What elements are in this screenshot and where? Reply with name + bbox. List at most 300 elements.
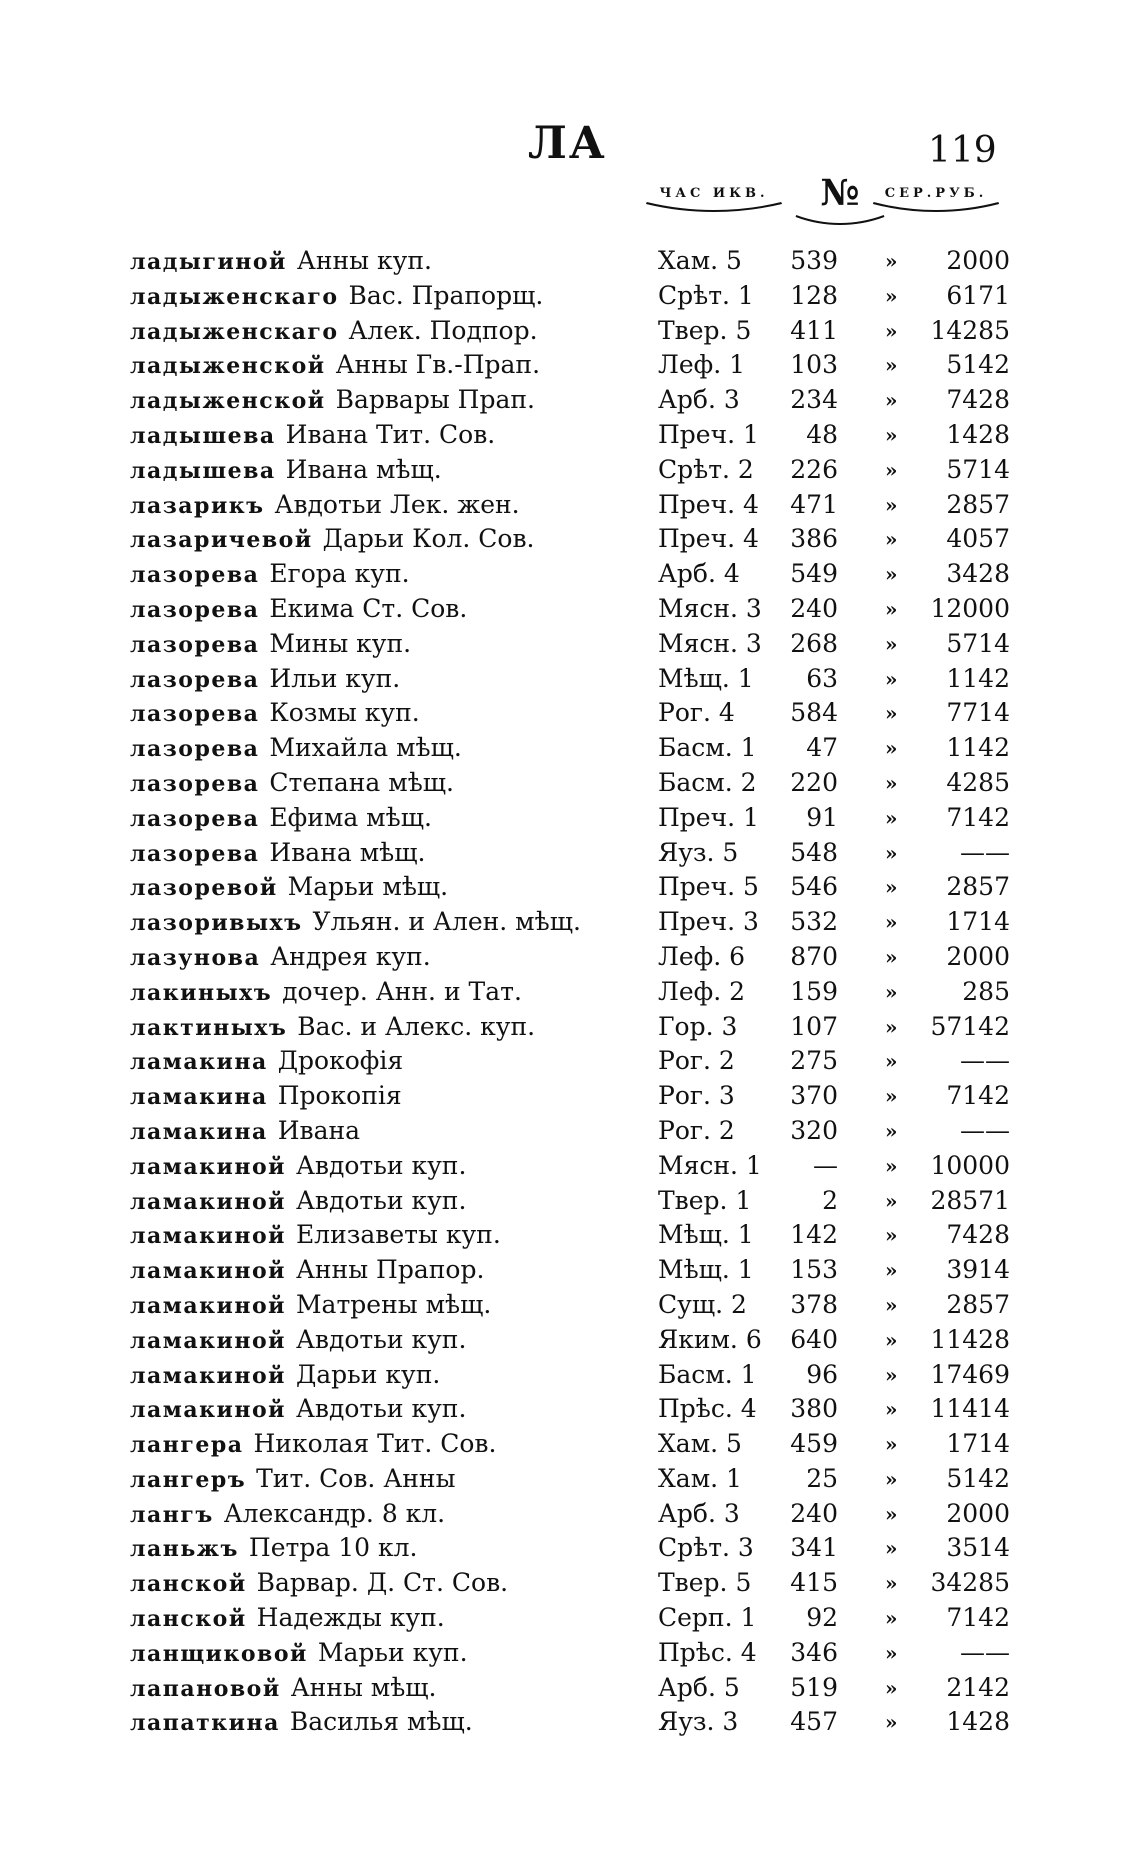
entry-given-name: Василья мѣщ. (289, 1707, 473, 1737)
entry-name (130, 1601, 445, 1636)
entry-sum: —— (960, 1637, 1010, 1667)
ditto-mark: » (885, 1327, 898, 1352)
ditto-mark: » (885, 1258, 898, 1283)
entry-sum: 5142 (946, 350, 1010, 380)
entry-given-name: Вас. Прапорщ. (348, 280, 544, 310)
entry-given-name: Матрены мѣщ. (295, 1289, 492, 1319)
entry-house-number: 459 (790, 1429, 838, 1459)
entry-city-part: Хам. 1 (658, 1463, 742, 1493)
ditto-mark: » (885, 1084, 898, 1109)
list-item (130, 1705, 1010, 1740)
entry-surname: лапаткина (130, 1710, 280, 1737)
entry-surname: ламакиной (130, 1188, 286, 1215)
entry-sum: 3514 (946, 1533, 1010, 1563)
entry-name (130, 592, 467, 627)
entry-house-number: — (813, 1150, 838, 1180)
entry-name (130, 627, 411, 662)
ditto-mark: » (885, 875, 898, 900)
entry-name (130, 1184, 466, 1219)
entry-name (130, 1462, 455, 1497)
entry-house-number: 457 (790, 1707, 838, 1737)
entry-name (130, 314, 538, 349)
ditto-mark: » (885, 422, 898, 447)
entry-surname: лангера (130, 1432, 244, 1459)
entry-city-part: Рог. 3 (658, 1081, 735, 1111)
entry-house-number: 220 (790, 767, 838, 797)
entry-given-name: Ивана мѣщ. (269, 837, 426, 867)
ditto-mark: » (885, 318, 898, 343)
entry-city-part: Преч. 3 (658, 907, 759, 937)
entry-house-number: 640 (790, 1324, 838, 1354)
entry-surname: ладышева (130, 457, 276, 484)
entry-surname: ладышева (130, 422, 276, 449)
list-item (130, 1636, 1010, 1671)
entry-house-number: 128 (790, 280, 838, 310)
entry-house-number: 341 (790, 1533, 838, 1563)
entry-given-name: Михайла мѣщ. (269, 733, 462, 763)
entry-surname: лазарикъ (130, 492, 265, 519)
entry-sum: 1142 (946, 733, 1010, 763)
list-item (130, 314, 1010, 349)
entry-sum: 3428 (946, 559, 1010, 589)
entry-sum: 2000 (946, 941, 1010, 971)
entry-sum: 2142 (946, 1672, 1010, 1702)
list-item (130, 731, 1010, 766)
entry-house-number: 91 (806, 802, 838, 832)
ditto-mark: » (885, 1501, 898, 1526)
entry-surname: ланщиковой (130, 1640, 308, 1667)
entry-house-number: 411 (790, 315, 838, 345)
entry-surname: ламакина (130, 1118, 268, 1145)
entry-city-part: Рог. 4 (658, 698, 735, 728)
entry-sum: 28571 (930, 1185, 1010, 1215)
list-item (130, 1601, 1010, 1636)
entry-surname: лапановой (130, 1675, 281, 1702)
ditto-mark: » (885, 1606, 898, 1631)
entry-surname: ламакиной (130, 1258, 286, 1285)
entry-city-part: Сущ. 2 (658, 1289, 747, 1319)
entry-name (130, 1288, 491, 1323)
entry-house-number: 240 (790, 593, 838, 623)
entry-surname: лазорева (130, 701, 260, 728)
entry-given-name: Алек. Подпор. (348, 315, 538, 345)
ditto-mark: » (885, 1536, 898, 1561)
entry-name (130, 766, 454, 801)
entry-given-name: Надежды куп. (256, 1603, 445, 1633)
entry-name (130, 1323, 466, 1358)
entry-city-part: Арб. 3 (658, 1498, 740, 1528)
ditto-mark: » (885, 1118, 898, 1143)
entry-name (130, 279, 543, 314)
list-item (130, 975, 1010, 1010)
entry-sum: 2000 (946, 246, 1010, 275)
list-item (130, 627, 1010, 662)
list-item (130, 453, 1010, 488)
ditto-mark: » (885, 979, 898, 1004)
list-item (130, 1427, 1010, 1462)
entry-surname: ладыженскаго (130, 318, 339, 345)
list-item (130, 766, 1010, 801)
entry-house-number: 548 (790, 837, 838, 867)
list-item (130, 1253, 1010, 1288)
entry-city-part: Прѣс. 4 (658, 1394, 757, 1424)
entry-sum: 7428 (946, 1220, 1010, 1250)
ditto-mark: » (885, 562, 898, 587)
entry-house-number: 584 (790, 698, 838, 728)
entry-name (130, 1636, 468, 1671)
entry-name (130, 1079, 402, 1114)
ditto-mark: » (885, 736, 898, 761)
entry-name (130, 1497, 445, 1532)
entry-surname: лазорева (130, 562, 260, 589)
list-item (130, 1323, 1010, 1358)
entry-city-part: Мѣщ. 1 (658, 1255, 754, 1285)
entry-surname: ладыженской (130, 388, 326, 415)
ditto-mark: » (885, 1432, 898, 1457)
list-item (130, 522, 1010, 557)
list-item (130, 696, 1010, 731)
column-header-part-label: ЧАС ИКВ. (659, 186, 769, 201)
entry-given-name: Марьи куп. (317, 1637, 468, 1667)
entry-surname: лазунова (130, 944, 261, 971)
list-item (130, 1462, 1010, 1497)
register-list (130, 244, 1010, 1740)
list-item (130, 348, 1010, 383)
entry-given-name: Николая Тит. Сов. (253, 1429, 497, 1459)
entry-given-name: Ильи куп. (269, 663, 401, 693)
entry-house-number: 380 (790, 1394, 838, 1424)
entry-sum: —— (960, 837, 1010, 867)
entry-given-name: Марьи мѣщ. (287, 872, 449, 902)
ditto-mark: » (885, 910, 898, 935)
entry-given-name: Ивана Тит. Сов. (285, 419, 496, 449)
entry-sum: 34285 (930, 1568, 1010, 1598)
entry-name (130, 1010, 535, 1045)
ditto-mark: » (885, 770, 898, 795)
entry-given-name: Андрея куп. (270, 941, 431, 971)
entry-sum: 4285 (946, 767, 1010, 797)
entry-given-name: Авдотьи Лек. жен. (274, 489, 520, 519)
entry-city-part: Прѣс. 4 (658, 1637, 757, 1667)
entry-name (130, 418, 495, 453)
ditto-mark: » (885, 527, 898, 552)
entry-name (130, 1531, 417, 1566)
list-item (130, 1358, 1010, 1393)
entry-given-name: Анны Гв.-Прап. (335, 350, 541, 380)
entry-given-name: Авдотьи куп. (295, 1185, 467, 1215)
list-item (130, 1079, 1010, 1114)
entry-city-part: Яким. 6 (658, 1324, 762, 1354)
ditto-mark: » (885, 944, 898, 969)
entry-surname: ламакина (130, 1084, 268, 1111)
entry-house-number: 519 (790, 1672, 838, 1702)
entry-city-part: Срѣт. 2 (658, 454, 754, 484)
entry-city-part: Преч. 1 (658, 419, 759, 449)
list-item (130, 801, 1010, 836)
ditto-mark: » (885, 492, 898, 517)
entry-given-name: Анны Прапор. (295, 1255, 485, 1285)
ditto-mark: » (885, 388, 898, 413)
entry-city-part: Арб. 5 (658, 1672, 740, 1702)
entry-city-part: Хам. 5 (658, 246, 742, 275)
ditto-mark: » (885, 1675, 898, 1700)
column-brace (795, 214, 885, 226)
entry-sum: 5714 (946, 454, 1010, 484)
entry-house-number: 226 (790, 454, 838, 484)
column-header-part (645, 186, 783, 213)
list-item (130, 1288, 1010, 1323)
entry-given-name: Анны куп. (296, 246, 432, 275)
entry-sum: 10000 (930, 1150, 1010, 1180)
ditto-mark: » (885, 1397, 898, 1422)
ditto-mark: » (885, 457, 898, 482)
entry-surname: ламакиной (130, 1362, 286, 1389)
entry-given-name: Егора куп. (269, 559, 410, 589)
entry-name (130, 1566, 508, 1601)
list-item (130, 1671, 1010, 1706)
ditto-mark: » (885, 1571, 898, 1596)
entry-surname: ланьжъ (130, 1536, 239, 1563)
column-brace (872, 201, 1000, 213)
entry-surname: лазорева (130, 596, 260, 623)
entry-name (130, 940, 431, 975)
entry-city-part: Твер. 1 (658, 1185, 752, 1215)
entry-given-name: Александр. 8 кл. (223, 1498, 446, 1528)
ditto-mark: » (885, 1640, 898, 1665)
entry-sum: —— (960, 1046, 1010, 1076)
list-item (130, 1044, 1010, 1079)
entry-sum: 1714 (946, 1429, 1010, 1459)
entry-house-number: 107 (790, 1011, 838, 1041)
entry-house-number: 48 (806, 419, 838, 449)
ditto-mark: » (885, 283, 898, 308)
list-item (130, 1114, 1010, 1149)
entry-name (130, 1253, 484, 1288)
entry-name (130, 383, 535, 418)
entry-surname: ламакина (130, 1049, 268, 1076)
entry-given-name: Елизаветы куп. (295, 1220, 501, 1250)
entry-city-part: Твер. 5 (658, 1568, 752, 1598)
list-item (130, 1218, 1010, 1253)
entry-sum: 7142 (946, 1081, 1010, 1111)
entry-name (130, 731, 462, 766)
entry-house-number: 142 (790, 1220, 838, 1250)
list-item (130, 418, 1010, 453)
entry-city-part: Леф. 6 (658, 941, 746, 971)
entry-surname: лазорева (130, 805, 260, 832)
entry-sum: 2857 (946, 1289, 1010, 1319)
entry-given-name: Ульян. и Ален. мѣщ. (312, 907, 581, 937)
entry-city-part: Серп. 1 (658, 1603, 757, 1633)
entry-sum: 14285 (930, 315, 1010, 345)
list-item (130, 592, 1010, 627)
entry-surname: лазоревой (130, 875, 278, 902)
entry-house-number: 92 (806, 1603, 838, 1633)
entry-given-name: Дрокофія (277, 1046, 404, 1076)
entry-house-number: 275 (790, 1046, 838, 1076)
entry-house-number: 546 (790, 872, 838, 902)
entry-name (130, 870, 448, 905)
entry-sum: 1714 (946, 907, 1010, 937)
entry-city-part: Яуз. 3 (658, 1707, 739, 1737)
entry-city-part: Преч. 1 (658, 802, 759, 832)
list-item (130, 557, 1010, 592)
entry-sum: 1142 (946, 663, 1010, 693)
entry-surname: ладыженскаго (130, 283, 339, 310)
entry-name (130, 1218, 501, 1253)
entry-given-name: Степана мѣщ. (269, 767, 454, 797)
entry-sum: 57142 (930, 1011, 1010, 1041)
entry-city-part: Хам. 5 (658, 1429, 742, 1459)
entry-given-name: Авдотьи куп. (295, 1394, 467, 1424)
entry-city-part: Басм. 1 (658, 733, 757, 763)
entry-given-name: Прокопія (277, 1081, 402, 1111)
entry-city-part: Мясн. 1 (658, 1150, 762, 1180)
entry-name (130, 1358, 440, 1393)
entry-house-number: 234 (790, 385, 838, 415)
ditto-mark: » (885, 631, 898, 656)
ditto-mark: » (885, 249, 898, 273)
list-item (130, 870, 1010, 905)
entry-name (130, 975, 522, 1010)
entry-house-number: 25 (806, 1463, 838, 1493)
list-item (130, 488, 1010, 523)
entry-given-name: Дарьи куп. (295, 1359, 441, 1389)
entry-sum: 3914 (946, 1255, 1010, 1285)
entry-sum: 6171 (946, 280, 1010, 310)
entry-sum: 2857 (946, 489, 1010, 519)
entry-name (130, 1114, 360, 1149)
entry-surname: ламакиной (130, 1397, 286, 1424)
entry-house-number: 63 (806, 663, 838, 693)
ditto-mark: » (885, 1153, 898, 1178)
ditto-mark: » (885, 1188, 898, 1213)
entry-city-part: Мѣщ. 1 (658, 1220, 754, 1250)
entry-house-number: 471 (790, 489, 838, 519)
entry-given-name: Дарьи Кол. Сов. (322, 524, 535, 554)
entry-surname: лазорева (130, 666, 260, 693)
entry-city-part: Рог. 2 (658, 1046, 735, 1076)
entry-name (130, 1149, 466, 1184)
entry-city-part: Мясн. 3 (658, 593, 762, 623)
entry-house-number: 268 (790, 628, 838, 658)
entry-given-name: Тит. Сов. Анны (256, 1463, 456, 1493)
entry-name (130, 557, 410, 592)
entry-city-part: Мясн. 3 (658, 628, 762, 658)
entry-given-name: Мины куп. (269, 628, 412, 658)
entry-house-number: 539 (790, 246, 838, 275)
entry-sum: 5142 (946, 1463, 1010, 1493)
entry-given-name: Авдотьи куп. (295, 1150, 467, 1180)
entry-city-part: Басм. 1 (658, 1359, 757, 1389)
entry-name (130, 662, 400, 697)
ditto-mark: » (885, 805, 898, 830)
entry-city-part: Преч. 4 (658, 489, 759, 519)
list-item (130, 1531, 1010, 1566)
ditto-mark: » (885, 701, 898, 726)
entry-sum: 7714 (946, 698, 1010, 728)
entry-sum: 285 (962, 976, 1010, 1006)
entry-name (130, 453, 442, 488)
ditto-mark: » (885, 596, 898, 621)
entry-house-number: 153 (790, 1255, 838, 1285)
ditto-mark: » (885, 353, 898, 378)
list-item (130, 662, 1010, 697)
entry-surname: лакиныхъ (130, 979, 273, 1006)
list-item (130, 1149, 1010, 1184)
entry-sum: —— (960, 1115, 1010, 1145)
column-header-number-label: № (820, 172, 860, 214)
entry-given-name: Авдотьи куп. (295, 1324, 467, 1354)
entry-sum: 7142 (946, 1603, 1010, 1633)
list-item (130, 383, 1010, 418)
entry-house-number: 386 (790, 524, 838, 554)
entry-name (130, 696, 420, 731)
entry-sum: 1428 (946, 419, 1010, 449)
ditto-mark: » (885, 840, 898, 865)
entry-sum: 11428 (930, 1324, 1010, 1354)
entry-name (130, 348, 540, 383)
list-item (130, 1010, 1010, 1045)
entry-given-name: Анны мѣщ. (290, 1672, 437, 1702)
entry-house-number: 159 (790, 976, 838, 1006)
entry-surname: лазорева (130, 631, 260, 658)
entry-city-part: Леф. 1 (658, 350, 746, 380)
list-item (130, 244, 1010, 279)
page-header-title: ЛА (528, 118, 607, 169)
entry-name (130, 905, 581, 940)
entry-given-name: дочер. Анн. и Тат. (282, 976, 522, 1006)
entry-house-number: 415 (790, 1568, 838, 1598)
entry-name (130, 1427, 496, 1462)
entry-name (130, 244, 432, 279)
entry-surname: ламакиной (130, 1292, 286, 1319)
entry-house-number: 370 (790, 1081, 838, 1111)
entry-name (130, 1044, 403, 1079)
entry-given-name: Ивана (277, 1115, 361, 1145)
ditto-mark: » (885, 1049, 898, 1074)
entry-sum: 1428 (946, 1707, 1010, 1737)
entry-surname: ланской (130, 1571, 247, 1598)
entry-city-part: Преч. 4 (658, 524, 759, 554)
entry-given-name: Петра 10 кл. (248, 1533, 418, 1563)
entry-surname: лангъ (130, 1501, 214, 1528)
entry-city-part: Арб. 4 (658, 559, 740, 589)
entry-house-number: 96 (806, 1359, 838, 1389)
entry-sum: 7428 (946, 385, 1010, 415)
entry-city-part: Леф. 2 (658, 976, 746, 1006)
entry-city-part: Твер. 5 (658, 315, 752, 345)
entry-surname: ламакиной (130, 1223, 286, 1250)
entry-name (130, 836, 425, 871)
list-item (130, 1184, 1010, 1219)
ditto-mark: » (885, 1223, 898, 1248)
entry-house-number: 47 (806, 733, 838, 763)
list-item (130, 279, 1010, 314)
list-item (130, 905, 1010, 940)
list-item (130, 1497, 1010, 1532)
entry-surname: ладыженской (130, 353, 326, 380)
entry-given-name: Варвары Прап. (335, 385, 536, 415)
entry-city-part: Гор. 3 (658, 1011, 738, 1041)
list-item (130, 836, 1010, 871)
entry-city-part: Рог. 2 (658, 1115, 735, 1145)
entry-surname: лазорева (130, 736, 260, 763)
entry-city-part: Преч. 5 (658, 872, 759, 902)
entry-city-part: Басм. 2 (658, 767, 757, 797)
entry-sum: 7142 (946, 802, 1010, 832)
ditto-mark: » (885, 666, 898, 691)
